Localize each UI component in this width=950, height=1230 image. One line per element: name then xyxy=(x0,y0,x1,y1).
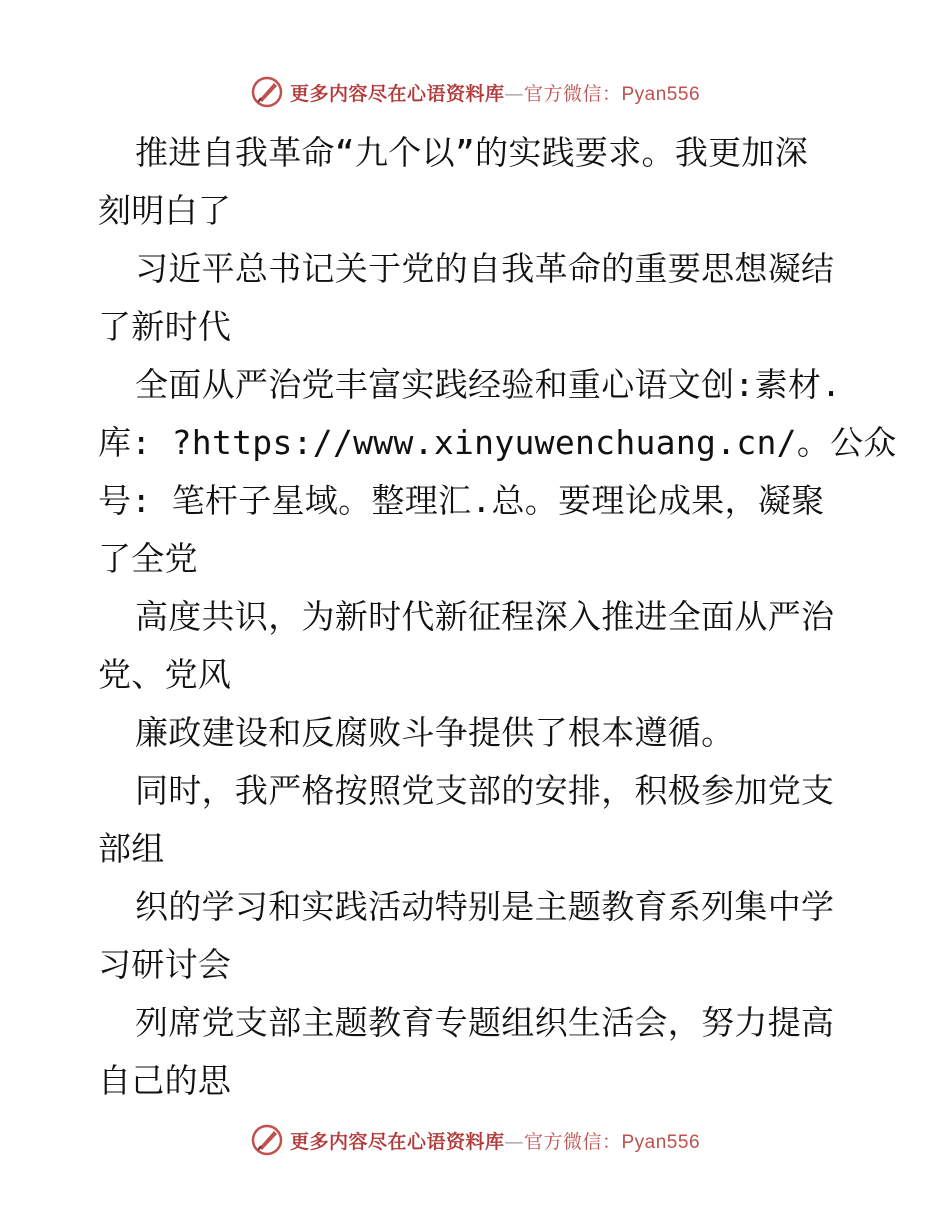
text-line: 同时，我严格按照党支部的安排，积极参加党支 xyxy=(135,771,835,810)
text-line: 列席党支部主题教育专题组织生活会，努力提高 xyxy=(135,1003,835,1042)
banner-wechat-id: Pyan556 xyxy=(621,83,701,105)
document-body xyxy=(98,124,897,1110)
text-line: 库: ?https://www.xinyuwenchuang.cn/。公众 xyxy=(98,423,897,462)
text-line: 了全党 xyxy=(98,539,198,578)
text-line: 号: 笔杆子星域。整理汇.总。要理论成果，凝聚 xyxy=(98,481,825,520)
banner-contact: 官方微信： xyxy=(523,1130,622,1153)
quill-seal-icon xyxy=(250,1123,284,1157)
text-line: 自己的思 xyxy=(98,1061,232,1100)
text-line: 高度共识，为新时代新征程深入推进全面从严治 xyxy=(135,597,835,636)
banner-brand: 更多内容尽在心语资料库 xyxy=(289,1130,505,1153)
banner-text xyxy=(290,79,700,106)
banner-separator: — xyxy=(504,1130,524,1153)
text-line: 党、党风 xyxy=(98,655,232,694)
text-line: 廉政建设和反腐败斗争提供了根本遵循。 xyxy=(135,713,735,752)
text-line: 刻明白了 xyxy=(98,191,232,230)
text-line: 推进自我革命“九个以”的实践要求。我更加深 xyxy=(135,133,809,172)
text-line: 部组 xyxy=(98,829,165,868)
quill-seal-icon xyxy=(250,75,284,109)
text-line: 习近平总书记关于党的自我革命的重要思想凝结 xyxy=(135,249,835,288)
banner-brand: 更多内容尽在心语资料库 xyxy=(289,82,505,105)
header-banner xyxy=(0,72,950,112)
text-line: 习研讨会 xyxy=(98,945,232,984)
text-line: 了新时代 xyxy=(98,307,232,346)
banner-separator: — xyxy=(504,82,524,105)
text-line: 全面从严治党丰富实践经验和重心语文创:素材. xyxy=(135,365,842,404)
text-line: 织的学习和实践活动特别是主题教育系列集中学 xyxy=(135,887,835,926)
banner-contact: 官方微信： xyxy=(523,82,622,105)
banner-wechat-id: Pyan556 xyxy=(621,1131,701,1153)
banner-text xyxy=(290,1127,700,1154)
footer-banner xyxy=(0,1120,950,1160)
